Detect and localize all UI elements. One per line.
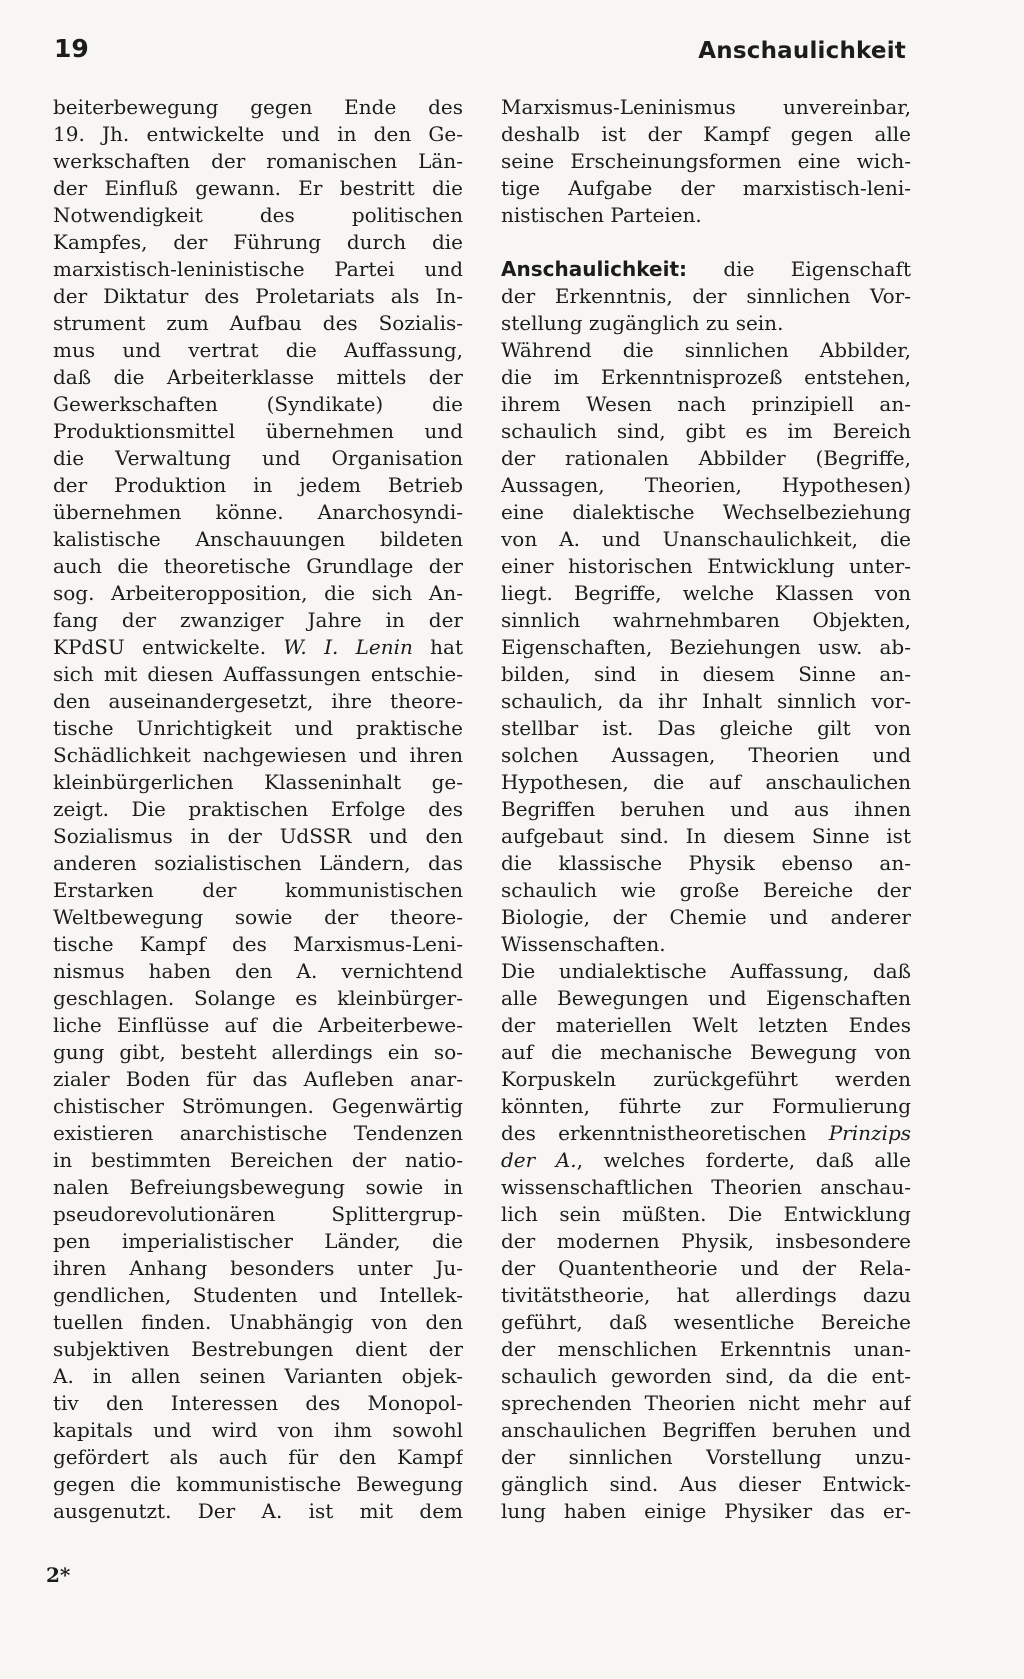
text-line: der modernen Physik, insbesondere <box>501 1229 911 1253</box>
text-line: ihren Anhang besonders unter Ju- <box>53 1256 463 1280</box>
text-line: deshalb ist der Kampf gegen alle <box>501 122 911 146</box>
text-line: der Produktion in jedem Betrieb <box>53 473 463 497</box>
text-line: Gewerkschaften (Syndikate) die <box>53 392 463 416</box>
text-line: bilden, sind in diesem Sinne an- <box>501 662 911 686</box>
text-line: kalistische Anschauungen bildeten <box>53 527 463 551</box>
text-line: Korpuskeln zurückgeführt werden <box>501 1067 911 1091</box>
text-line: werkschaften der romanischen Län- <box>53 149 463 173</box>
entry-heading-line <box>501 256 911 283</box>
text-line: geschlagen. Solange es kleinbürger- <box>53 986 463 1010</box>
text-line: chistischer Strömungen. Gegenwärtig <box>53 1094 463 1118</box>
text-line: ausgenutzt. Der A. ist mit dem <box>53 1499 463 1523</box>
text-line: daß die Arbeiterklasse mittels der <box>53 365 463 389</box>
text-line: liche Einflüsse auf die Arbeiterbewe- <box>53 1013 463 1037</box>
entry-headword: Anschaulichkeit: <box>501 257 687 281</box>
text-line: eine dialektische Wechselbeziehung <box>501 500 911 524</box>
text-line: übernehmen könne. Anarchosyndi- <box>53 500 463 524</box>
text-fragment: , welches forderte, daß alle <box>576 1148 911 1172</box>
text-line: der materiellen Welt letzten Endes <box>501 1013 911 1037</box>
entry-spacer <box>501 229 911 256</box>
text-line: existieren anarchistische Tendenzen <box>53 1121 463 1145</box>
text-line: in bestimmten Bereichen der natio- <box>53 1148 463 1172</box>
text-line: Kampfes, der Führung durch die <box>53 230 463 254</box>
text-line: kapitals und wird von ihm sowohl <box>53 1418 463 1442</box>
text-line: tische Unrichtigkeit und praktische <box>53 716 463 740</box>
text-line: Eigenschaften, Beziehungen usw. ab- <box>501 635 911 659</box>
text-line: der Erkenntnis, der sinnlichen Vor- <box>501 284 911 308</box>
text-line: Aussagen, Theorien, Hypothesen) <box>501 473 911 497</box>
text-line: schaulich geworden sind, da die ent- <box>501 1364 911 1388</box>
text-fragment: des erkenntnistheoretischen <box>501 1121 807 1145</box>
text-line: tige Aufgabe der marxistisch-leni- <box>501 176 911 200</box>
text-line: lich sein müßten. Die Entwicklung <box>501 1202 911 1226</box>
signature-mark: 2* <box>46 1563 71 1587</box>
running-head: Anschaulichkeit <box>698 38 906 64</box>
text-line: lung haben einige Physiker das er- <box>501 1499 911 1523</box>
text-line: könnten, führte zur Formulierung <box>501 1094 911 1118</box>
text-line: schaulich wie große Bereiche der <box>501 878 911 902</box>
text-line: einer historischen Entwicklung unter- <box>501 554 911 578</box>
text-line: alle Bewegungen und Eigenschaften <box>501 986 911 1010</box>
text-line: sinnlich wahrnehmbaren Objekten, <box>501 608 911 632</box>
text-line: stellung zugänglich zu sein. <box>501 311 784 335</box>
text-line: zeigt. Die praktischen Erfolge des <box>53 797 463 821</box>
text-line: sog. Arbeiteropposition, die sich An- <box>53 581 463 605</box>
text-line: Notwendigkeit des politischen <box>53 203 463 227</box>
text-line: wissenschaftlichen Theorien anschau- <box>501 1175 911 1199</box>
text-line: Schädlichkeit nachgewiesen und ihren <box>53 743 463 767</box>
text-line: der rationalen Abbilder (Begriffe, <box>501 446 911 470</box>
italic-term: Prinzips <box>828 1121 911 1145</box>
text-line: gegen die kommunistische Bewegung <box>53 1472 463 1496</box>
text-line: gefördert als auch für den Kampf <box>53 1445 463 1469</box>
text-line: der sinnlichen Vorstellung unzu- <box>501 1445 911 1469</box>
text-line: tivitätstheorie, hat allerdings dazu <box>501 1283 911 1307</box>
text-line: beiterbewegung gegen Ende des <box>53 95 463 119</box>
text-line: solchen Aussagen, Theorien und <box>501 743 911 767</box>
text-line: schaulich sind, gibt es im Bereich <box>501 419 911 443</box>
text-line: pen imperialistischer Länder, die <box>53 1229 463 1253</box>
text-line: zialer Boden für das Aufleben anar- <box>53 1067 463 1091</box>
text-line: Wissenschaften. <box>501 932 666 956</box>
text-line: der Diktatur des Proletariats als In- <box>53 284 463 308</box>
text-line: kleinbürgerlichen Klasseninhalt ge- <box>53 770 463 794</box>
text-fragment: hat <box>430 635 463 659</box>
text-line: subjektiven Bestrebungen dient der <box>53 1337 463 1361</box>
left-column <box>53 94 463 1525</box>
text-line: seine Erscheinungsformen eine wich- <box>501 149 911 173</box>
text-line: strument zum Aufbau des Sozialis- <box>53 311 463 335</box>
text-line: Hypothesen, die auf anschaulichen <box>501 770 911 794</box>
text-line: gung gibt, besteht allerdings ein so- <box>53 1040 463 1064</box>
text-line: Marxismus-Leninismus unvereinbar, <box>501 95 911 119</box>
text-line: 19. Jh. entwickelte und in den Ge- <box>53 122 463 146</box>
text-line: nalen Befreiungsbewegung sowie in <box>53 1175 463 1199</box>
text-line: Produktionsmittel übernehmen und <box>53 419 463 443</box>
text-line: aufgebaut sind. In diesem Sinne ist <box>501 824 911 848</box>
text-line: den auseinandergesetzt, ihre theore- <box>53 689 463 713</box>
text-line: nistischen Parteien. <box>501 203 702 227</box>
text-line: der menschlichen Erkenntnis unan- <box>501 1337 911 1361</box>
text-line-with-author <box>53 634 463 661</box>
text-line: nismus haben den A. vernichtend <box>53 959 463 983</box>
text-line: der Quantentheorie und der Rela- <box>501 1256 911 1280</box>
text-line: schaulich, da ihr Inhalt sinnlich vor- <box>501 689 911 713</box>
text-line: marxistisch-leninistische Partei und <box>53 257 463 281</box>
text-line: stellbar ist. Das gleiche gilt von <box>501 716 911 740</box>
text-line: der Einfluß gewann. Er bestritt die <box>53 176 463 200</box>
text-line: fang der zwanziger Jahre in der <box>53 608 463 632</box>
italic-term: der A. <box>501 1148 577 1172</box>
text-line: pseudorevolutionären Splittergrup- <box>53 1202 463 1226</box>
text-line: Begriffen beruhen und aus ihnen <box>501 797 911 821</box>
text-line: die im Erkenntnisprozeß entstehen, <box>501 365 911 389</box>
text-line: die Verwaltung und Organisation <box>53 446 463 470</box>
page-number: 19 <box>54 34 89 63</box>
text-line: liegt. Begriffe, welche Klassen von <box>501 581 911 605</box>
text-fragment: die Eigenschaft <box>723 257 911 281</box>
text-line: tiv den Interessen des Monopol- <box>53 1391 463 1415</box>
text-line: anschaulichen Begriffen beruhen und <box>501 1418 911 1442</box>
right-column <box>501 94 911 1525</box>
text-line: sprechenden Theorien nicht mehr auf <box>501 1391 911 1415</box>
text-line: auf die mechanische Bewegung von <box>501 1040 911 1064</box>
author-reference: W. I. Lenin <box>283 635 413 659</box>
text-line: Erstarken der kommunistischen <box>53 878 463 902</box>
text-line: die klassische Physik ebenso an- <box>501 851 911 875</box>
text-line: geführt, daß wesentliche Bereiche <box>501 1310 911 1334</box>
text-line: gänglich sind. Aus dieser Entwick- <box>501 1472 911 1496</box>
text-line: Die undialektische Auffassung, daß <box>501 959 911 983</box>
text-fragment: KPdSU entwickelte. <box>53 635 267 659</box>
text-line-with-term <box>501 1147 911 1174</box>
text-line: mus und vertrat die Auffassung, <box>53 338 463 362</box>
text-line: tische Kampf des Marxismus-Leni- <box>53 932 463 956</box>
text-line: anderen sozialistischen Ländern, das <box>53 851 463 875</box>
text-line: gendlichen, Studenten und Intellek- <box>53 1283 463 1307</box>
text-line: ihrem Wesen nach prinzipiell an- <box>501 392 911 416</box>
text-line: sich mit diesen Auffassungen entschie- <box>53 662 463 686</box>
text-line: Biologie, der Chemie und anderer <box>501 905 911 929</box>
text-line-with-term <box>501 1120 911 1147</box>
text-line: von A. und Unanschaulichkeit, die <box>501 527 911 551</box>
text-line: tuellen finden. Unabhängig von den <box>53 1310 463 1334</box>
text-line: auch die theoretische Grundlage der <box>53 554 463 578</box>
text-line: Sozialismus in der UdSSR und den <box>53 824 463 848</box>
text-line: Während die sinnlichen Abbilder, <box>501 338 911 362</box>
text-line: Weltbewegung sowie der theore- <box>53 905 463 929</box>
text-line: A. in allen seinen Varianten objek- <box>53 1364 463 1388</box>
